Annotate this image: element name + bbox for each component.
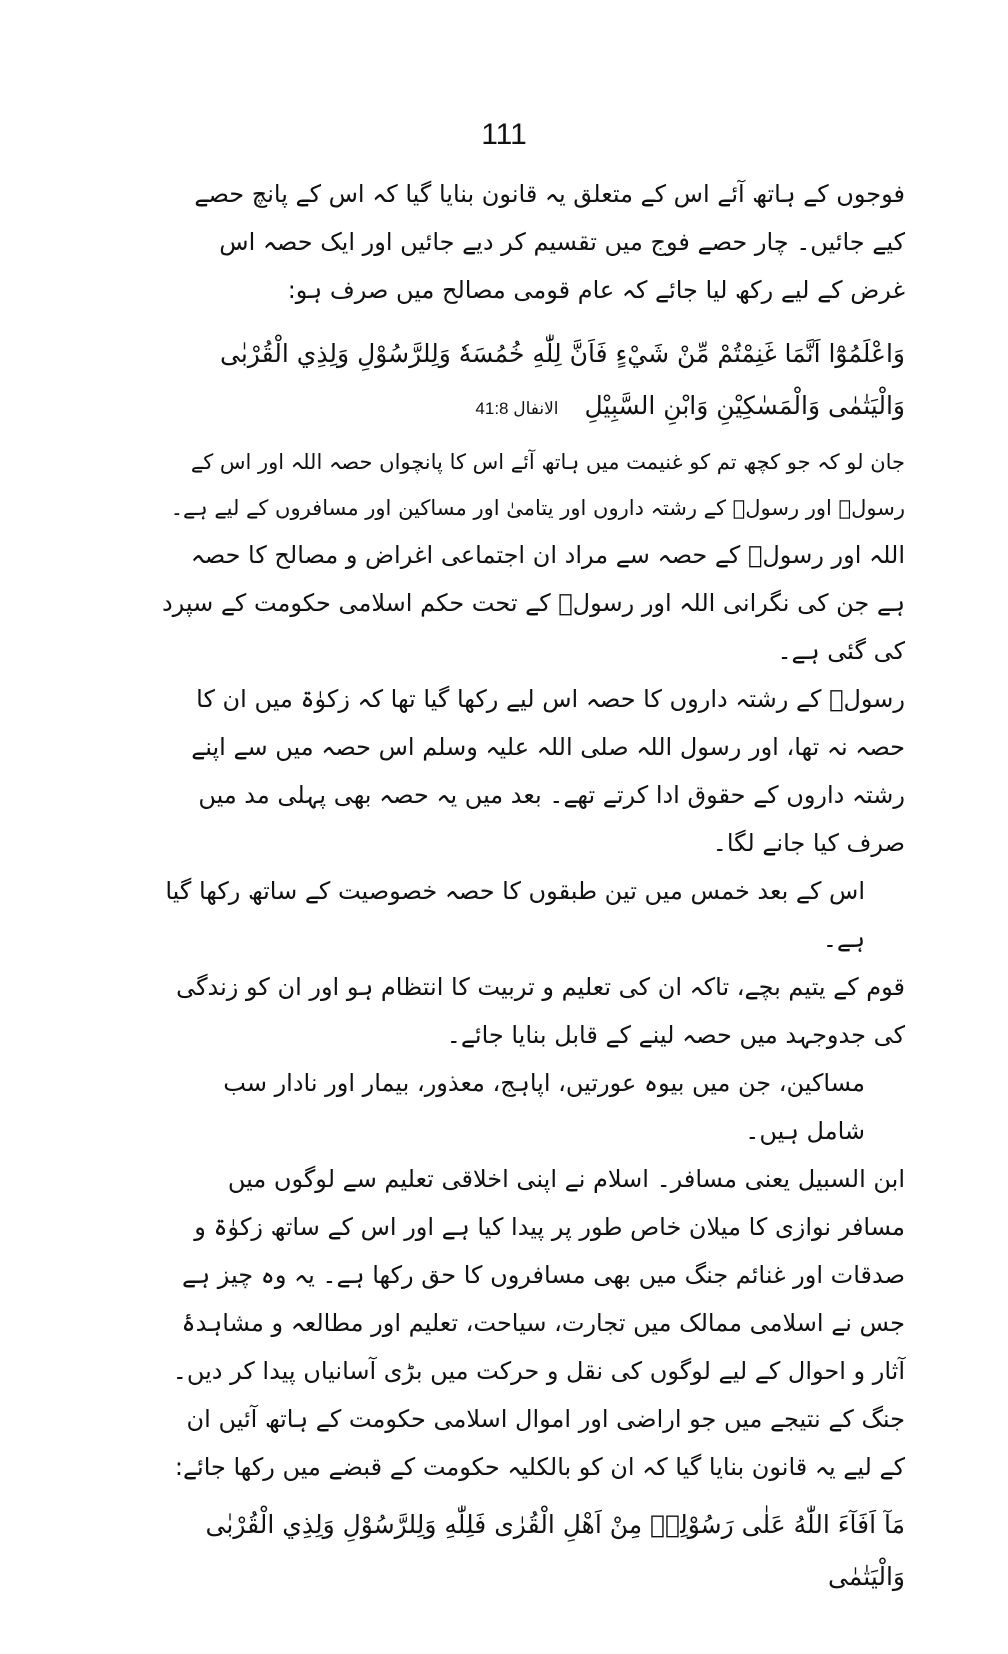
paragraph-2: اللہ اور رسولؐ کے حصہ سے مراد ان اجتماعی اغراض و مصالح کا حصہ ہے جن کی نگرانی اللہ اور رسولؐ کے تحت حکم اسلامی حکومت کے سپرد کی گئی ہے۔ xyxy=(161,541,905,665)
quran-verse-2: مَآ اَفَآءَ اللّٰهُ عَلٰى رَسُوْلِهٖ مِنْ اَهْلِ الْقُرٰى فَلِلّٰهِ وَلِلرَّسُوْلِ وَلِذِي الْقُرْبٰى وَالْيَتٰمٰى xyxy=(205,1510,905,1591)
quran-verse-1-reference: الانفال 41:8 xyxy=(475,399,559,418)
page-body xyxy=(160,170,905,1607)
paragraph-7: ابن السبیل یعنی مسافر۔ اسلام نے اپنی اخلاقی تعلیم سے لوگوں میں مسافر نوازی کا میلان خاص طور پر پیدا کیا ہے اور اس کے ساتھ زکوٰۃ و صدقات اور غنائم جنگ میں بھی مسافروں کا حق رکھا ہے۔ یہ وہ چیز ہے جس نے اسلامی ممالک میں تجارت، سیاحت، تعلیم اور مطالعہ و مشاہدۂ آثار و احوال کے لیے لوگوں کی نقل و حرکت میں بڑی آسانیاں پیدا کر دیں۔ xyxy=(172,1165,905,1385)
paragraph-5: قوم کے یتیم بچے، تاکہ ان کی تعلیم و تربیت کا انتظام ہو اور ان کو زندگی کی جدوجہد میں حصہ لینے کے قابل بنایا جائے۔ xyxy=(176,973,905,1049)
quran-verse-1-text: وَاعْلَمُوْٓا اَنَّمَا غَنِمْتُمْ مِّنْ شَيْءٍ فَاَنَّ لِلّٰهِ خُمُسَهٗ وَلِلرَّسُوْلِ وَلِذِي الْقُرْبٰى وَالْيَتٰمٰى وَالْمَسٰكِيْنِ وَابْنِ السَّبِيْلِ xyxy=(220,339,905,420)
paragraph-3: رسولؐ کے رشتہ داروں کا حصہ اس لیے رکھا گیا تھا کہ زکوٰۃ میں ان کا حصہ نہ تھا، اور رسول اللہ صلی اللہ علیہ وسلم اس حصہ میں سے اپنے رشتہ داروں کے حقوق ادا کرتے تھے۔ بعد میں یہ حصہ بھی پہلی مد میں صرف کیا جانے لگا۔ xyxy=(191,685,905,857)
quran-verse-1 xyxy=(160,328,905,435)
verse-1-translation: جان لو کہ جو کچھ تم کو غنیمت میں ہاتھ آئے اس کا پانچواں حصہ اللہ اور اس کے رسولؐ اور رسولؐ کے رشتہ داروں اور یتامیٰ اور مساکین اور مسافروں کے لیے ہے۔ xyxy=(170,450,905,520)
page-number: 111 xyxy=(481,118,527,151)
paragraph-1: فوجوں کے ہاتھ آئے اس کے متعلق یہ قانون بنایا گیا کہ اس کے پانچ حصے کیے جائیں۔ چار حصے فوج میں تقسیم کر دیے جائیں اور ایک حصہ اس غرض کے لیے رکھ لیا جائے کہ عام قومی مصالح میں صرف ہو: xyxy=(194,180,905,304)
paragraph-4: اس کے بعد خمس میں تین طبقوں کا حصہ خصوصیت کے ساتھ رکھا گیا ہے۔ xyxy=(165,877,865,953)
paragraph-8: جنگ کے نتیجے میں جو اراضی اور اموال اسلامی حکومت کے ہاتھ آئیں ان کے لیے یہ قانون بنایا گیا کہ ان کو بالکلیہ حکومت کے قبضے میں رکھا جائے: xyxy=(174,1405,905,1481)
paragraph-6: مساکین، جن میں بیوہ عورتیں، اپاہج، معذور، بیمار اور نادار سب شامل ہیں۔ xyxy=(223,1069,865,1145)
